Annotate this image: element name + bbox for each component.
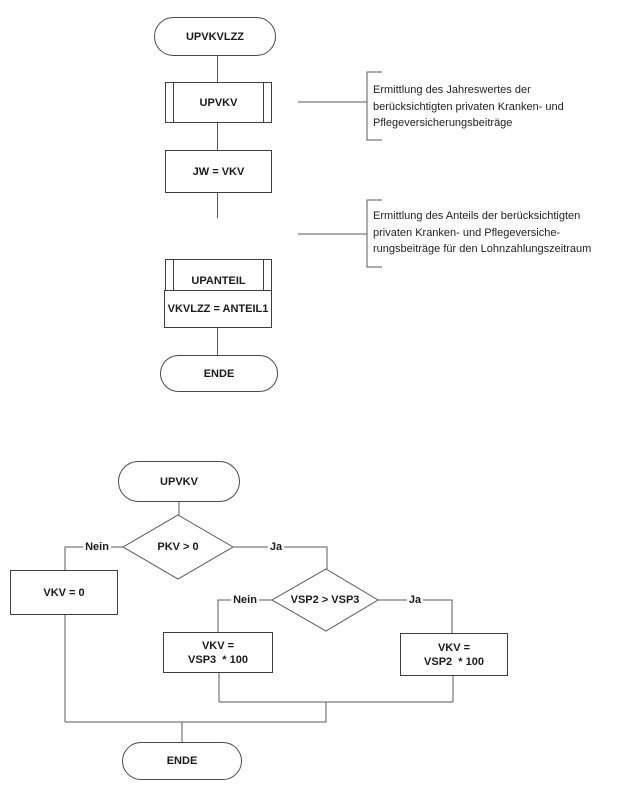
terminator-upvkv-start-label: UPVKV <box>160 475 198 488</box>
annotation-anteil <box>373 208 591 258</box>
terminator-ende-bottom-label: ENDE <box>166 755 198 767</box>
edge-label-nein-1: Nein <box>85 541 109 553</box>
process-vkv-vsp3-line1: VKV = <box>201 639 235 652</box>
predefined-process-upvkv <box>165 82 272 123</box>
terminator-ende-top-label: ENDE <box>203 367 235 380</box>
annotation-jahreswert-line2: berücksichtigten privaten Kranken- und <box>373 100 564 113</box>
process-vkv-vsp3 <box>163 632 273 673</box>
annotation-anteil-line1: Ermittlung des Anteils der berücksichtigten <box>373 210 581 222</box>
process-vkv-vsp2-line1: VKV = <box>437 641 471 654</box>
annotation-anteil-line3: rungsbeiträge für den Lohnzahlungszeitraum <box>373 243 592 255</box>
process-vkv-vsp3-line2: VSP3 * 100 <box>188 653 248 666</box>
process-vkvlzz-anteil1 <box>164 290 272 328</box>
terminator-upvkvlzz-label: UPVKVLZZ <box>185 30 245 43</box>
annotation-jahreswert <box>373 82 564 132</box>
annotation-jahreswert-line1: Ermittlung des Jahreswertes der <box>373 84 531 96</box>
process-jw-vkv-label: JW = VKV <box>192 165 245 178</box>
process-vkv-0 <box>10 570 118 615</box>
process-vkvlzz-anteil1-label: VKVLZZ = ANTEIL1 <box>167 303 269 315</box>
predefined-process-upanteil-label: UPANTEIL <box>191 275 246 287</box>
edge-label-nein-2: Nein <box>233 594 257 606</box>
connector-bottom-chain <box>65 502 453 742</box>
terminator-ende-top <box>160 355 278 392</box>
decision-vsp-label: VSP2 > VSP3 <box>290 594 360 606</box>
process-vkv-vsp2-line2: VSP2 * 100 <box>424 655 484 668</box>
annotation-anteil-line2: privaten Kranken- und Pflegeversiche- <box>373 226 561 239</box>
edge-label-ja-2: Ja <box>408 594 422 606</box>
terminator-upvkv-start <box>118 461 240 502</box>
process-vkv-0-label: VKV = 0 <box>43 586 85 599</box>
terminator-ende-bottom <box>122 742 242 780</box>
edge-label-ja-1: Ja <box>269 541 283 553</box>
terminator-upvkvlzz <box>154 17 276 56</box>
process-vkv-vsp2 <box>400 633 508 676</box>
decision-pkv-label: PKV > 0 <box>157 541 199 553</box>
predefined-process-upvkv-label: UPVKV <box>199 96 238 109</box>
process-jw-vkv <box>165 150 272 193</box>
annotation-jahreswert-line3: Pflegeversicherungsbeiträge <box>373 117 513 129</box>
